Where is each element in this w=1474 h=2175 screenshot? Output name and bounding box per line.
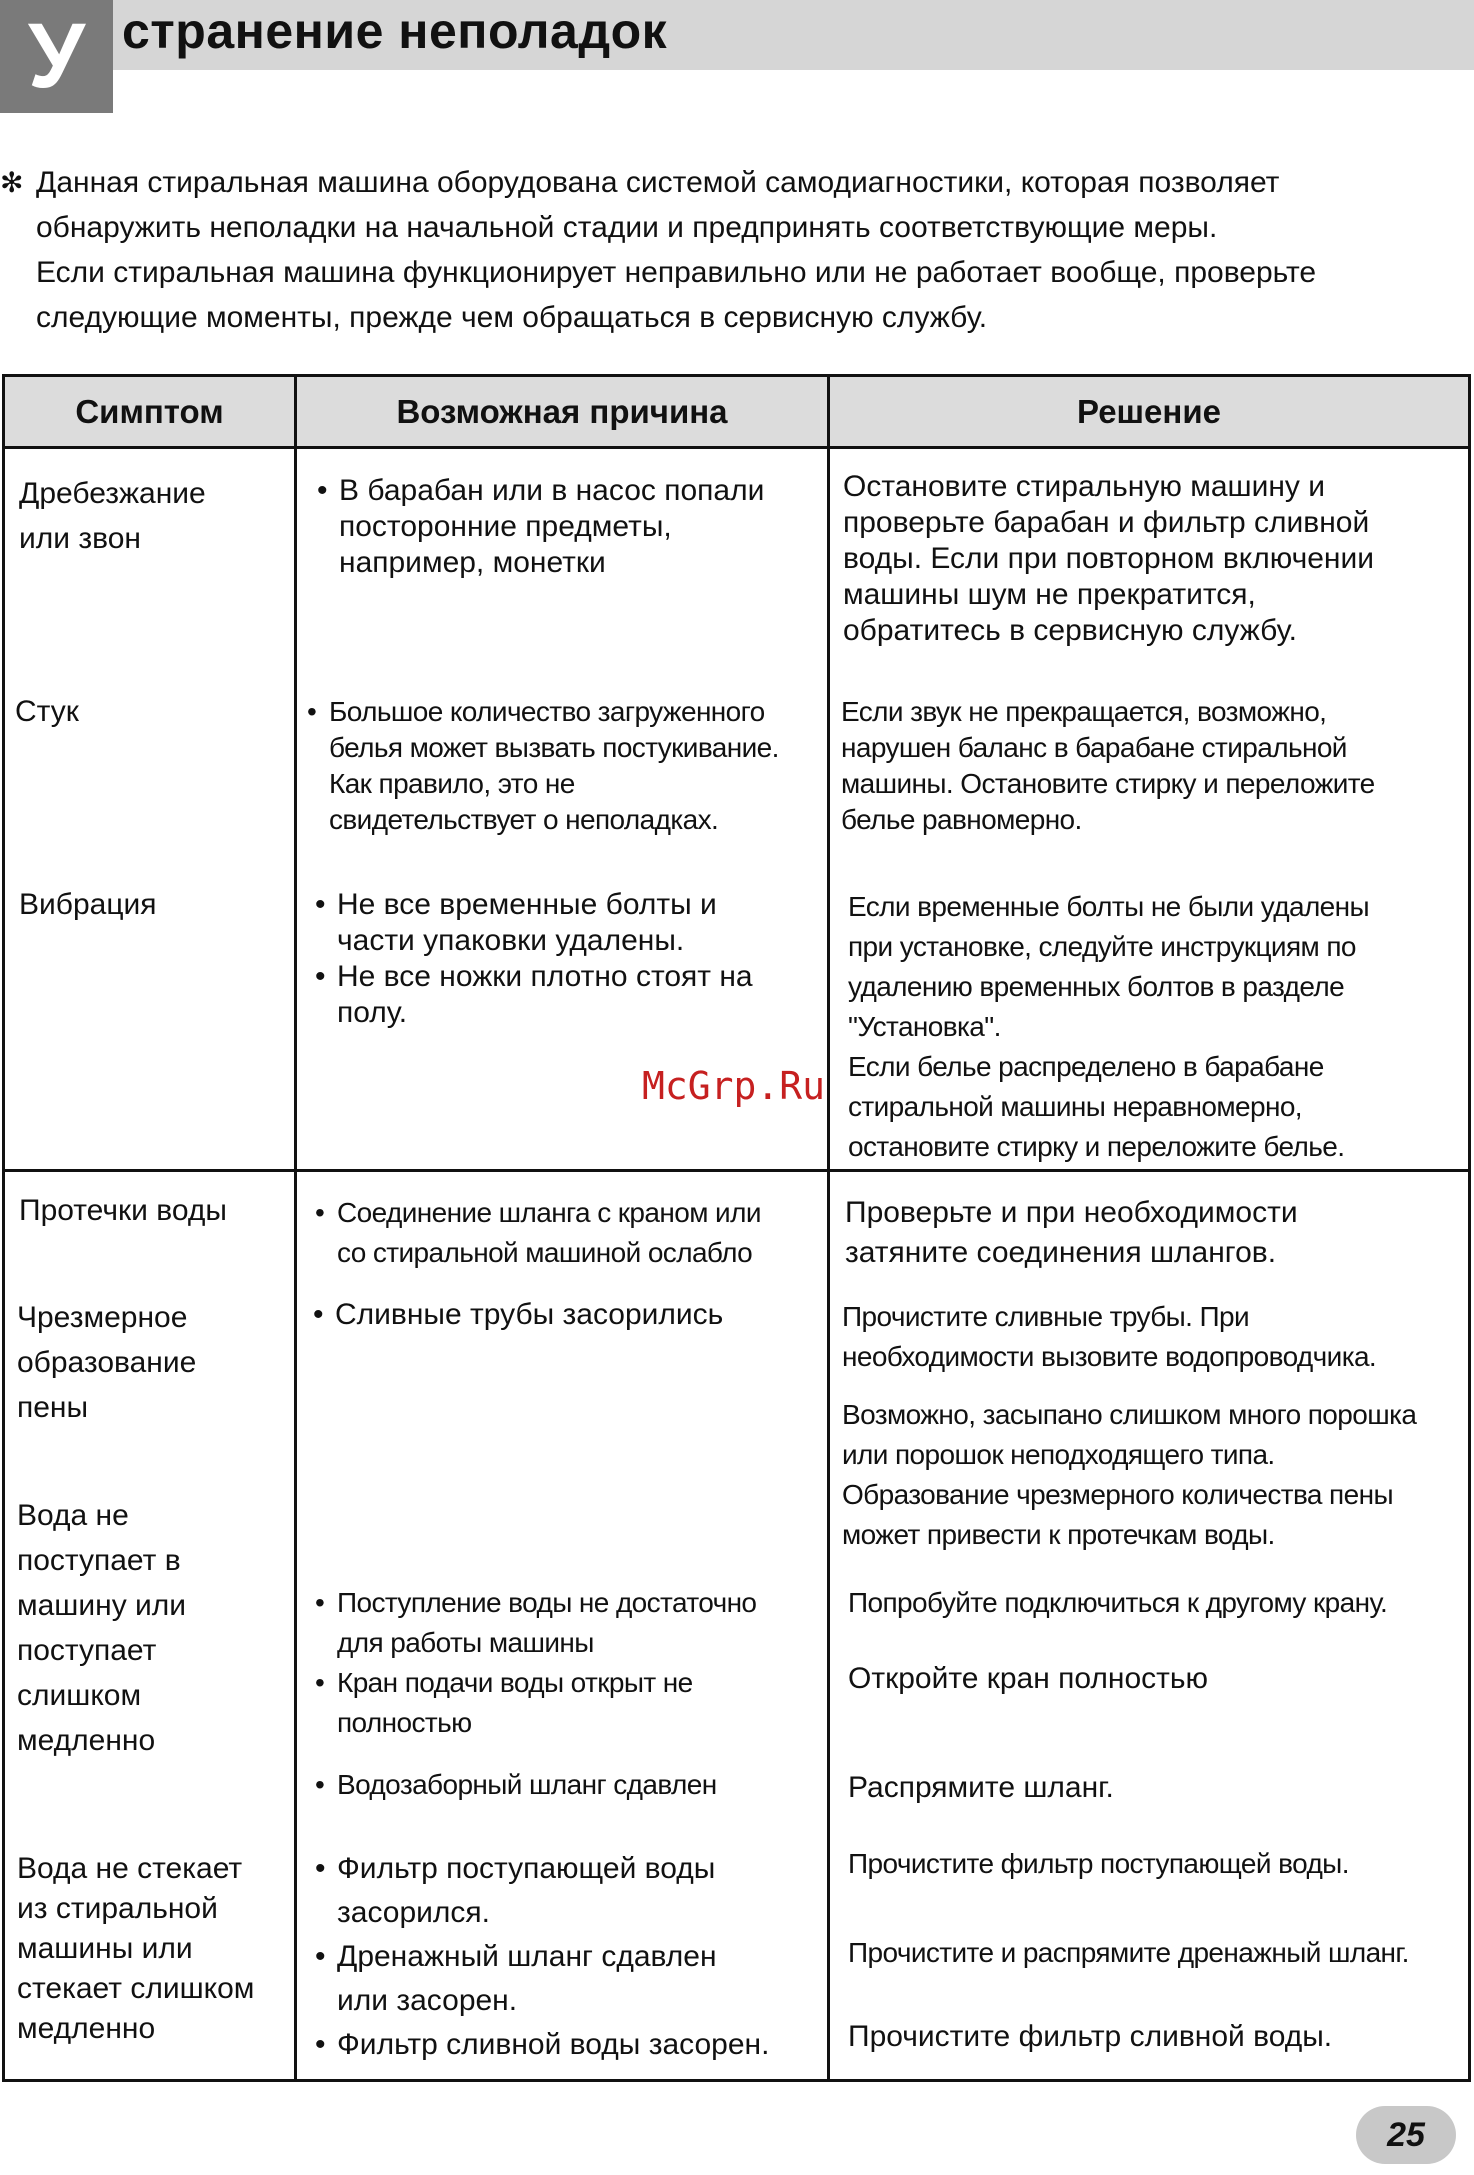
solution-line: машины. Остановите стирку и переложите (841, 768, 1375, 799)
cause-bullet (315, 1583, 756, 1663)
header-cause: Возможная причина (396, 392, 728, 430)
header-divider (5, 446, 1468, 449)
cause-foam (313, 1297, 723, 1333)
cause-bullet (315, 2023, 769, 2067)
cause-line: • В барабан или в насос попали (339, 474, 765, 507)
solution-line: Если временные болты не были удалены (848, 891, 1370, 922)
cause-line: полностью (337, 1707, 472, 1738)
asterisk-icon: ✻ (0, 167, 24, 198)
solution-line: Прочистите и распрямите дренажный шланг. (848, 1937, 1409, 1968)
symptom-line: поступает в (17, 1544, 181, 1577)
cause-vibration (315, 887, 753, 1031)
symptom-knock (15, 694, 79, 730)
cause-line: • Большое количество загруженного (329, 696, 765, 727)
cause-bullet (317, 473, 764, 581)
symptom-line: поступает (17, 1634, 157, 1667)
solution-line: Проверьте и при необходимости (845, 1196, 1298, 1229)
cause-line: Как правило, это не (329, 768, 575, 799)
troubleshooting-table (2, 374, 1471, 2082)
cause-no-water-a (315, 1583, 756, 1743)
cause-line: • Сливные трубы засорились (335, 1298, 724, 1331)
symptom-line: машины или (17, 1932, 193, 1965)
header-symptom: Симптом (75, 392, 224, 430)
solution-foam-a (842, 1297, 1376, 1377)
symptom-line: Вибрация (19, 888, 157, 921)
cause-bullet (315, 1767, 717, 1803)
symptom-line: Стук (15, 695, 79, 728)
cause-line: части упаковки удалены. (337, 924, 685, 957)
symptom-line: слишком (17, 1679, 142, 1712)
solution-line: может привести к протечкам воды. (842, 1519, 1275, 1550)
solution-line: или порошок неподходящего типа. (842, 1439, 1275, 1470)
page-title: странение неполадок (122, 3, 668, 59)
solution-line: удалению временных болтов в разделе (848, 971, 1345, 1002)
cause-line: засорился. (337, 1896, 490, 1929)
cause-bullet (315, 887, 753, 959)
solution-water-3 (848, 1770, 1114, 1806)
symptom-foam (17, 1295, 196, 1430)
symptom-no-drain (17, 1849, 254, 2049)
solution-water-2 (848, 1661, 1208, 1697)
cause-bullet (315, 1847, 769, 1935)
cause-bullet (307, 694, 779, 838)
solution-leak (845, 1193, 1298, 1273)
solution-line: обратитесь в сервисную службу. (843, 614, 1297, 647)
solution-line: Если белье распределено в барабане (848, 1051, 1324, 1082)
cause-line: • Фильтр поступающей воды (337, 1852, 716, 1885)
cause-bullet (313, 1297, 723, 1333)
solution-line: Остановите стиральную машину и (843, 470, 1325, 503)
solution-line: необходимости вызовите водопроводчика. (842, 1341, 1377, 1372)
symptom-line: Вода не стекает (17, 1852, 243, 1885)
cause-line: • Не все временные болты и (337, 888, 717, 921)
symptom-no-water (17, 1493, 186, 1763)
symptom-line: Чрезмерное (17, 1301, 188, 1334)
cause-bullet (315, 1935, 769, 2023)
symptom-line: из стиральной (17, 1892, 218, 1925)
symptom-line: Дребезжание (19, 477, 206, 510)
solution-line: Откройте кран полностью (848, 1662, 1209, 1695)
symptom-vibration (19, 887, 157, 923)
cause-bullet (315, 1663, 756, 1743)
header-solution: Решение (1077, 392, 1221, 430)
solution-line: Если звук не прекращается, возможно, (841, 696, 1327, 727)
solution-line: стиральной машины неравномерно, (848, 1091, 1302, 1122)
symptom-line: образование (17, 1346, 197, 1379)
solution-knock (841, 694, 1375, 838)
cause-bullet (315, 1193, 761, 1273)
solution-foam-b (842, 1395, 1416, 1555)
cause-line: белья может вызвать постукивание. (329, 732, 779, 763)
cause-line: со стиральной машиной ослабло (337, 1237, 753, 1268)
solution-line: Прочистите фильтр сливной воды. (848, 2020, 1333, 2053)
solution-line: Прочистите фильтр поступающей воды. (848, 1848, 1349, 1879)
cause-line: для работы машины (337, 1627, 594, 1658)
intro-line: Данная стиральная машина оборудована системой самодиагностики, которая позволяет (36, 166, 1280, 199)
solution-line: остановите стирку и переложите белье. (848, 1131, 1345, 1162)
column-divider (294, 377, 297, 2079)
solution-drain-2 (848, 1935, 1409, 1971)
page-number: 25 (1356, 2106, 1456, 2164)
watermark: McGrp.Ru (642, 1064, 826, 1108)
symptom-line: или звон (19, 522, 141, 555)
symptom-line: медленно (17, 1724, 156, 1757)
solution-line: Попробуйте подключиться к другому крану. (848, 1587, 1388, 1618)
symptom-rattle (19, 471, 206, 561)
cause-line: посторонние предметы, (339, 510, 672, 543)
solution-water-1 (848, 1585, 1387, 1621)
cause-rattle (317, 473, 764, 581)
cause-line: • Поступление воды не достаточно (337, 1587, 757, 1618)
solution-line: "Установка". (848, 1011, 1001, 1042)
solution-line: Распрямите шланг. (848, 1771, 1114, 1804)
symptom-line: стекает слишком (17, 1972, 255, 2005)
solution-line: белье равномерно. (841, 804, 1082, 835)
cause-line: полу. (337, 996, 408, 1029)
column-divider (827, 377, 830, 2079)
intro-line: обнаружить неполадки на начальной стадии и предпринять соответствующие меры. (36, 211, 1218, 244)
symptom-line: пены (17, 1391, 89, 1424)
section-divider (5, 1169, 1468, 1172)
solution-line: Возможно, засыпано слишком много порошка (842, 1399, 1417, 1430)
solution-line: Прочистите сливные трубы. При (842, 1301, 1250, 1332)
cause-line: • Дренажный шланг сдавлен (337, 1940, 717, 1973)
solution-drain-3 (848, 2019, 1332, 2055)
cause-knock (307, 694, 779, 838)
cause-no-water-b (315, 1767, 717, 1803)
cause-line: • Не все ножки плотно стоят на (337, 960, 753, 993)
solution-rattle (843, 469, 1374, 649)
symptom-leak (19, 1193, 227, 1229)
cause-line: • Водозаборный шланг сдавлен (337, 1769, 717, 1800)
intro-paragraph (0, 160, 1456, 340)
solution-line: машины шум не прекратится, (843, 578, 1256, 611)
cause-line: или засорен. (337, 1984, 518, 2017)
solution-line: воды. Если при повторном включении (843, 542, 1374, 575)
header-initial-letter: У (0, 0, 113, 113)
cause-line: например, монетки (339, 546, 606, 579)
solution-vibration (848, 887, 1369, 1167)
symptom-line: медленно (17, 2012, 156, 2045)
cause-line: свидетельствует о неполадках. (329, 804, 719, 835)
cause-line: • Фильтр сливной воды засорен. (337, 2028, 770, 2061)
solution-line: затяните соединения шлангов. (845, 1236, 1277, 1269)
solution-drain-1 (848, 1846, 1349, 1882)
cause-line: • Соединение шланга с краном или (337, 1197, 761, 1228)
symptom-line: Вода не (17, 1499, 129, 1532)
cause-no-drain (315, 1847, 769, 2067)
solution-line: нарушен баланс в барабане стиральной (841, 732, 1347, 763)
intro-line: следующие моменты, прежде чем обращаться в сервисную службу. (36, 301, 988, 334)
solution-line: при установке, следуйте инструкциям по (848, 931, 1356, 962)
solution-line: проверьте барабан и фильтр сливной (843, 506, 1370, 539)
symptom-line: машину или (17, 1589, 187, 1622)
cause-line: • Кран подачи воды открыт не (337, 1667, 693, 1698)
solution-line: Образование чрезмерного количества пены (842, 1479, 1393, 1510)
intro-line: Если стиральная машина функционирует неправильно или не работает вообще, проверьте (36, 256, 1317, 289)
cause-bullet (315, 959, 753, 1031)
cause-leak (315, 1193, 761, 1273)
symptom-line: Протечки воды (19, 1194, 227, 1227)
